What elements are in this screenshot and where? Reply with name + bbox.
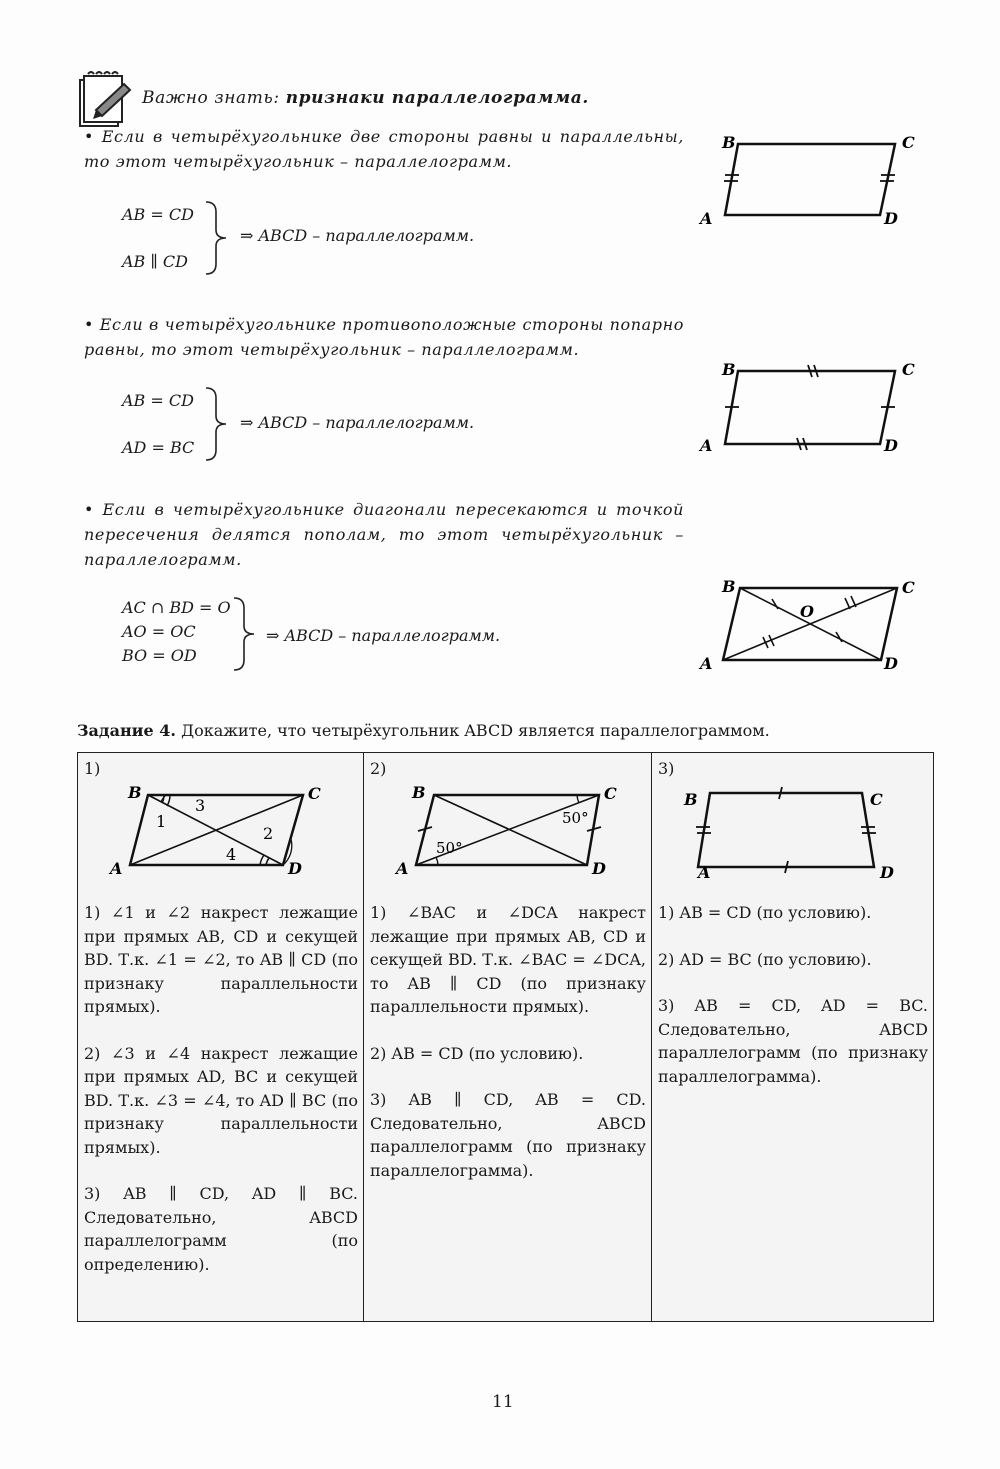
figure-parallelogram-3 <box>690 573 930 679</box>
fig1-label-b: B <box>722 133 736 152</box>
fig3-label-a: A <box>700 654 713 673</box>
fig2-label-b: B <box>722 360 736 379</box>
column-1-step-2: 2) ∠3 и ∠4 накрест лежащие при прямых AD, BC и секущей BD. Т.к. ∠3 = ∠4, то AD ∥ BC (по признаку параллельности прямых). <box>84 1043 358 1157</box>
column-2-number: 2) <box>370 759 387 778</box>
column-2-solution <box>370 901 646 1205</box>
column-3-solution <box>658 901 928 1111</box>
fig1-label-d: D <box>884 209 898 228</box>
figure-parallelogram-2 <box>690 355 930 461</box>
rule-3-text: • Если в четырёхугольнике диагонали пересекаются и точкой пересечения делятся пополам, то этот четырёхугольник – параллелограмм. <box>84 500 684 569</box>
rule-1-brace <box>204 200 234 280</box>
angle-1-label: 1 <box>156 812 167 831</box>
fig2-ticks <box>725 365 895 450</box>
angle-4-label: 4 <box>226 845 237 864</box>
column-3-figure <box>682 779 912 879</box>
fig6-label-a: A <box>698 863 711 879</box>
notebook-pencil-icon <box>76 70 138 132</box>
fig4-label-b: B <box>128 783 142 802</box>
fig4-label-a: A <box>110 859 123 878</box>
fig1-label-c: C <box>902 133 915 152</box>
fig1-label-a: A <box>700 209 713 228</box>
figure-parallelogram-1 <box>690 128 930 234</box>
fig2-label-c: C <box>902 360 915 379</box>
fig2-label-d: D <box>884 436 898 455</box>
angle-2-label: 2 <box>263 824 274 843</box>
rule-3-brace <box>232 596 262 676</box>
rule-1-conclusion: ⇒ ABCD – параллелограмм. <box>240 226 475 245</box>
angle-3-label: 3 <box>195 796 206 815</box>
column-1-number: 1) <box>84 759 101 778</box>
column-2-step-3: 3) AB ∥ CD, AB = CD. Следовательно, ABCD параллелограмм (по признаку параллелограмма). <box>370 1090 646 1180</box>
column-2-step-2: 2) AB = CD (по условию). <box>370 1043 584 1063</box>
rule-2-condition-1: AB = CD <box>122 391 194 410</box>
rule-3-condition-2: AO = OC <box>122 622 196 641</box>
column-1-solution <box>84 901 358 1299</box>
fig1-shape <box>725 144 895 215</box>
rule-2-brace <box>204 386 234 466</box>
task-table <box>77 752 934 1322</box>
task-column-1 <box>78 753 364 1321</box>
rule-2-conclusion: ⇒ ABCD – параллелограмм. <box>240 413 475 432</box>
task-text: Докажите, что четырёхугольник ABCD является параллелограммом. <box>181 721 770 740</box>
fig5-label-c: C <box>604 784 617 803</box>
column-1-figure <box>108 779 338 879</box>
column-3-step-2: 2) AD = BC (по условию). <box>658 949 872 969</box>
angle-dca-label: 50° <box>562 809 589 827</box>
fig2-label-a: A <box>700 436 713 455</box>
fig3-label-b: B <box>722 577 736 596</box>
page-number: 11 <box>492 1392 514 1412</box>
rule-3-conclusion: ⇒ ABCD – параллелограмм. <box>266 626 501 645</box>
column-3-step-1: 1) AB = CD (по условию). <box>658 903 872 922</box>
fig5-label-b: B <box>412 783 426 802</box>
section-title-topic: признаки параллелограмма. <box>285 88 589 108</box>
rule-1-text: • Если в четырёхугольнике две стороны равны и параллельны, то этот четырёхугольник – параллелограмм. <box>84 127 684 171</box>
fig3-diagonal-bd <box>740 588 881 660</box>
task-column-2 <box>364 753 652 1321</box>
fig5-label-a: A <box>396 859 409 878</box>
fig2-shape <box>725 371 895 444</box>
rule-2-text: • Если в четырёхугольнике противоположные стороны попарно равны, то этот четырёхугольник – параллелограмм. <box>84 315 684 359</box>
fig6-label-b: B <box>684 790 698 809</box>
fig6-label-d: D <box>880 863 894 879</box>
task-column-3 <box>652 753 933 1321</box>
column-1-step-1: 1) ∠1 и ∠2 накрест лежащие при прямых AB, CD и секущей BD. Т.к. ∠1 = ∠2, то AB ∥ CD (по признаку параллельности прямых). <box>84 903 358 1016</box>
rule-3-condition-3: BO = OD <box>122 646 197 665</box>
angle-bac-label: 50° <box>436 839 463 857</box>
rule-1-condition-1: AB = CD <box>122 205 194 224</box>
column-3-step-3: 3) AB = CD, AD = BC. Следовательно, ABCD параллелограмм (по признаку параллелограмма). <box>658 996 928 1086</box>
fig3-label-d: D <box>884 654 898 673</box>
section-title <box>142 88 589 108</box>
column-3-number: 3) <box>658 759 675 778</box>
section-title-prefix: Важно знать: <box>142 88 280 108</box>
fig6-label-c: C <box>870 790 883 809</box>
fig3-label-o: O <box>800 602 814 621</box>
fig3-label-c: C <box>902 578 915 597</box>
column-2-figure <box>394 779 624 879</box>
rule-2-condition-2: AD = BC <box>122 438 195 457</box>
fig5-label-d: D <box>592 859 606 878</box>
rule-3-condition-1: AC ∩ BD = O <box>122 598 231 617</box>
column-2-step-1: 1) ∠BAC и ∠DCA накрест лежащие при прямых AB, CD и секущей BD. Т.к. ∠BAC = ∠DCA, то AB ∥ CD (по признаку параллельности прямых). <box>370 903 646 1016</box>
rule-1-condition-2: AB ∥ CD <box>122 252 188 271</box>
fig4-label-d: D <box>288 859 302 878</box>
fig4-label-c: C <box>308 784 321 803</box>
task-label: Задание 4. <box>77 721 176 740</box>
column-1-step-3: 3) AB ∥ CD, AD ∥ BC. Следовательно, ABCD параллелограмм (по определению). <box>84 1184 358 1274</box>
task-header <box>77 721 770 740</box>
